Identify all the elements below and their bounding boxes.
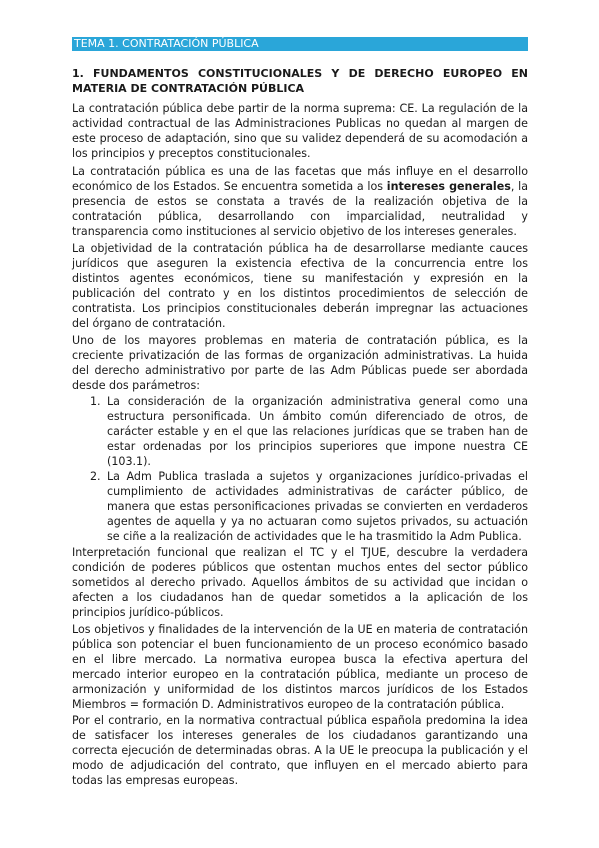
paragraph-4: Uno de los mayores problemas en materia de contratación pública, es la creciente privatización de las formas de organización administrativas. La huida del derecho administrativo por parte de las Adm Públicas puede ser abordada desde dos parámetros: [72,334,528,392]
paragraph-1: La contratación pública debe partir de la norma suprema: CE. La regulación de la actividad contractual de las Administraciones Publicas no quedan al margen de este proceso de adaptación, sino que su validez dependerá de su acomodación a los principios y preceptos constitucionales. [72,102,528,160]
paragraph-3: La objetividad de la contratación pública ha de desarrollarse mediante cauces jurídicos que aseguren la existencia efectiva de la concurrencia entre los distintos agentes económicos, tiene su manifestación y expresión en la publicación del contrato y en los distintos procedimientos de selección de contratista. Los principios constitucionales deberán impregnar las actuaciones del órgano de contratación. [72,242,528,330]
topic-header-bar: TEMA 1. CONTRATACIÓN PÚBLICA [72,37,528,51]
section-title: 1. FUNDAMENTOS CONSTITUCIONALES Y DE DERECHO EUROPEO EN MATERIA DE CONTRATACIÓN PÚBLICA [72,67,528,95]
paragraph-2-bold-term: intereses generales [386,180,511,193]
paragraph-5: Interpretación funcional que realizan el TC y el TJUE, descubre la verdadera condición de poderes públicos que ostentan muchos entes del sector público sometidos al derecho privado. Aquellos ámbitos de su actividad que incidan o afecten a los ciudadanos han de quedar sometidos a la aplicación de los principios jurídico-públicos. [72,546,528,619]
list-item-number: 1. [90,395,101,408]
list-item-number: 2. [90,470,101,483]
paragraph-2-text-a: La contratación pública es una de las facetas que más influye en el desarrollo económico de los Estados. Se encuentra sometida a los [72,165,528,193]
paragraph-2-text-b: , la presencia de estos se constata a través de la realización objetiva de la contratación pública, desarrollando con imparcialidad, neutralidad y transparencia como instituciones al servicio objetivo de los intereses generales. [72,180,528,238]
paragraph-6: Los objetivos y finalidades de la intervención de la UE en materia de contratación pública son potenciar el buen funcionamiento de un proceso económico basado en el libre mercado. La normativa europea busca la efectiva apertura del mercado interior europeo en la contratación pública, mediante un proceso de armonización y uniformidad de los distintos marcos jurídicos de los Estados Miembros = formación D. Administrativos europeo de la contratación pública. [72,623,528,711]
paragraph-2 [72,164,528,239]
list-item [90,469,528,544]
paragraph-7: Por el contrario, en la normativa contractual pública española predomina la idea de satisfacer los intereses generales de los ciudadanos garantizando una correcta ejecución de determinadas obras. A la UE le preocupa la publicación y el modo de adjudicación del contrato, que influyen en el mercado abierto para todas las empresas europeas. [72,714,528,787]
numbered-list [90,394,528,544]
list-item [90,394,528,469]
list-item-text: La Adm Publica traslada a sujetos y organizaciones jurídico-privadas el cumplimiento de actividades administrativas de carácter público, de manera que estas personificaciones privadas se convierten en verdaderos agentes de aquella y ya no actuaran como sujetos privados, su actuación se ciñe a la realización de actividades que le ha trasmitido la Adm Publica. [107,470,528,543]
list-item-text: La consideración de la organización administrativa general como una estructura personificada. Un ámbito común diferenciado de otros, de carácter estable y en el que las relaciones jurídicas que se traben han de estar ordenadas por los principios superiores que impone nuestra CE (103.1). [107,395,528,468]
